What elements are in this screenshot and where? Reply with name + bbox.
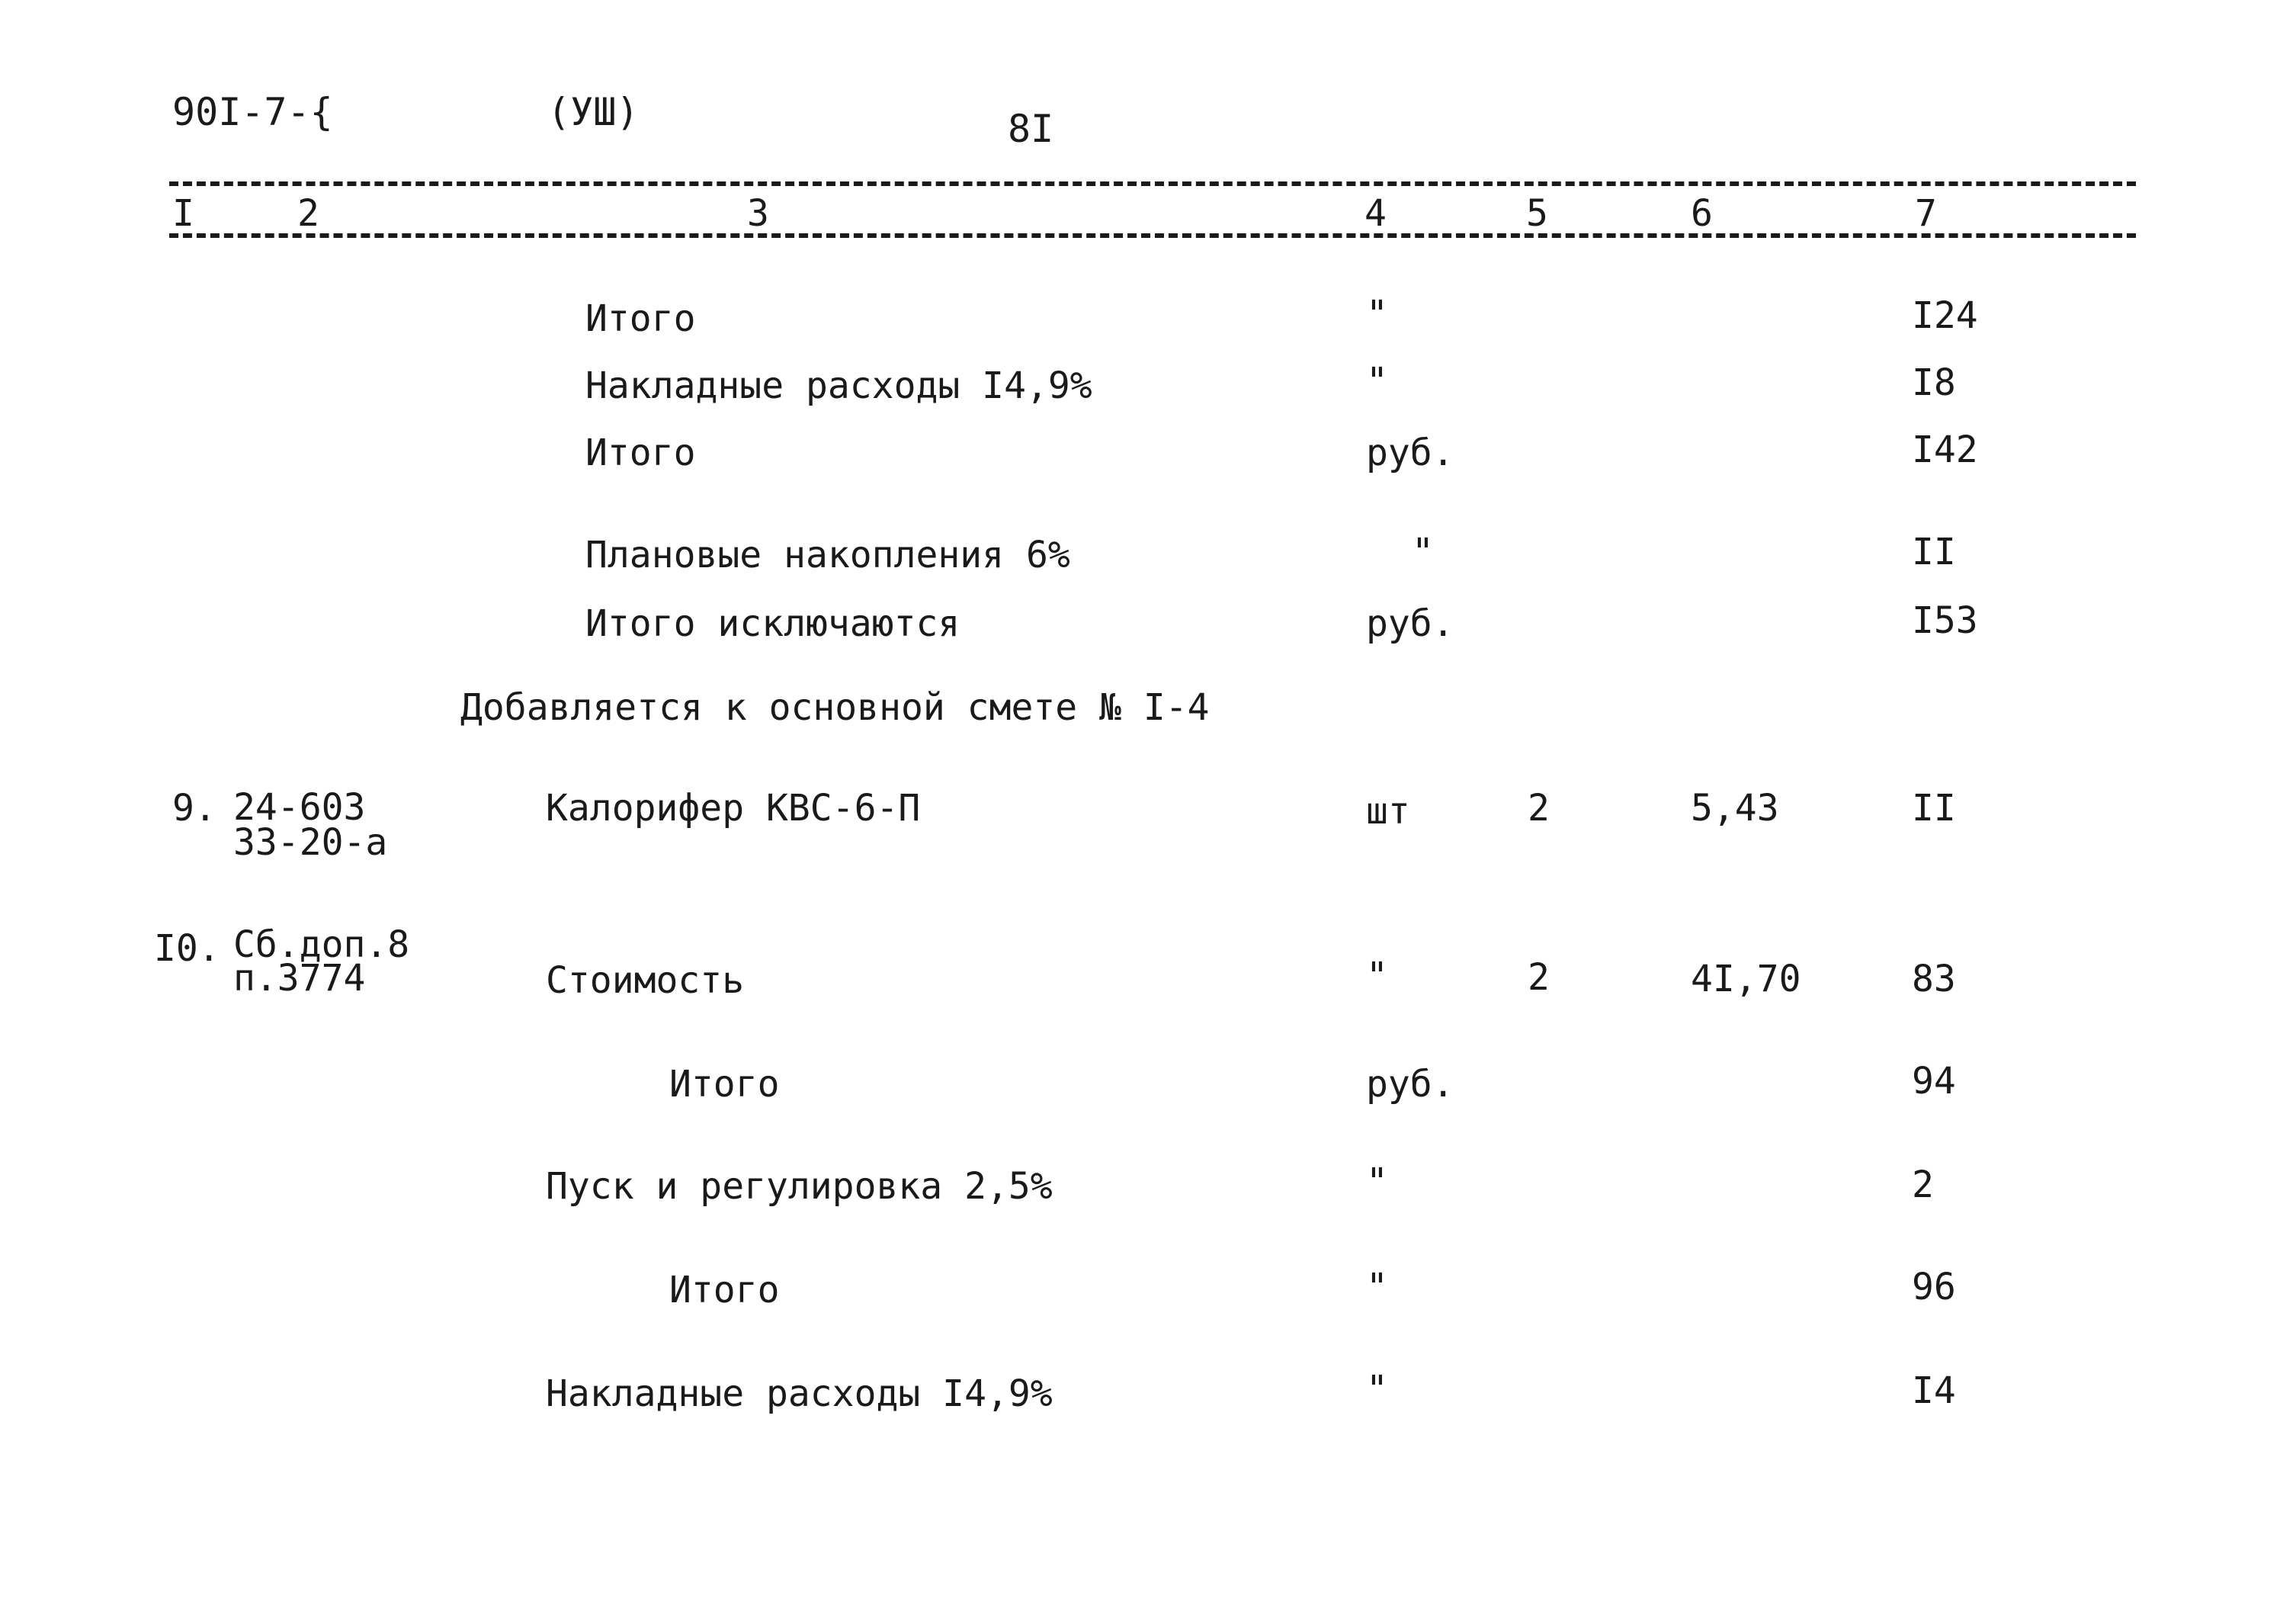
row-unit: " [1366, 293, 1388, 335]
item-code-line-2: 33-20-а [233, 821, 388, 864]
column-header-7: 7 [1915, 192, 1937, 235]
row-total: I53 [1912, 599, 1978, 642]
item-code-line-1: 24-603 [233, 786, 366, 829]
column-header-4: 4 [1364, 192, 1387, 235]
row-total: 2 [1912, 1164, 1934, 1206]
page-number: 8I [1008, 107, 1054, 151]
document-number: 90I-7-{ [172, 90, 333, 134]
header-rule-bottom [169, 233, 2136, 238]
section-code: (УШ) [547, 90, 640, 134]
item-number: I0. [154, 927, 220, 970]
item-quantity: 2 [1528, 956, 1550, 999]
row-description: Итого [669, 1063, 780, 1106]
row-unit: руб. [1366, 1063, 1454, 1106]
row-unit: " [1366, 1266, 1388, 1308]
row-description: Итого [585, 297, 696, 340]
row-unit: " [1366, 1160, 1388, 1203]
row-description: Пуск и регулировка 2,5% [546, 1165, 1053, 1208]
row-total: I24 [1912, 294, 1978, 337]
item-total: II [1912, 787, 1956, 830]
row-total: II [1912, 531, 1956, 573]
column-header-5: 5 [1526, 192, 1548, 235]
row-description: Накладные расходы I4,9% [546, 1372, 1053, 1415]
row-total: 94 [1912, 1060, 1956, 1103]
row-description: Итого [585, 432, 696, 474]
column-header-2: 2 [297, 192, 319, 235]
row-unit: " [1412, 531, 1434, 573]
item-unit-price: 5,43 [1691, 787, 1779, 830]
item-total: 83 [1912, 958, 1956, 1000]
item-unit: " [1366, 955, 1388, 997]
row-total: I42 [1912, 429, 1978, 471]
row-description: Плановые накопления 6% [585, 534, 1070, 576]
item-unit: шт [1366, 790, 1410, 833]
row-unit: руб. [1366, 602, 1454, 645]
column-header-3: 3 [747, 192, 769, 235]
item-code-line-2: п.3774 [233, 957, 366, 1000]
item-quantity: 2 [1528, 787, 1550, 830]
row-description: Накладные расходы I4,9% [585, 364, 1092, 407]
row-description: Итого [669, 1269, 780, 1311]
item-description: Калорифер КВС-6-П [546, 787, 921, 830]
row-unit: руб. [1366, 432, 1454, 474]
section-heading: Добавляется к основной смете № I-4 [460, 686, 1210, 729]
column-header-1: I [172, 192, 194, 235]
row-total: I4 [1912, 1369, 1956, 1412]
row-total: I8 [1912, 361, 1956, 404]
row-total: 96 [1912, 1266, 1956, 1308]
item-number: 9. [172, 787, 216, 830]
column-header-6: 6 [1691, 192, 1713, 235]
item-code-line-1: Сб.доп.8 [233, 923, 410, 966]
item-unit-price: 4I,70 [1691, 958, 1801, 1000]
row-unit: " [1366, 1368, 1388, 1411]
item-description: Стоимость [546, 959, 745, 1002]
header-rule-top [169, 181, 2136, 186]
row-description: Итого исключаются [585, 602, 960, 645]
row-unit: " [1366, 360, 1388, 403]
